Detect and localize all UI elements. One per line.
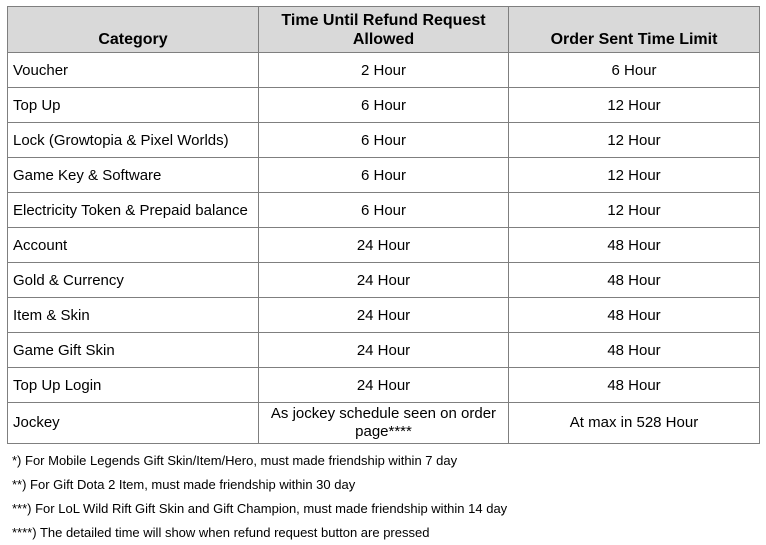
refund-time-table [7, 6, 760, 444]
cell-category: Item & Skin [8, 298, 259, 333]
cell-refund-time: 24 Hour [259, 368, 509, 403]
cell-category: Gold & Currency [8, 263, 259, 298]
cell-refund-time: 6 Hour [259, 193, 509, 228]
cell-category: Voucher [8, 53, 259, 88]
cell-order-limit: 48 Hour [509, 263, 760, 298]
cell-category: Electricity Token & Prepaid balance [8, 193, 259, 228]
cell-order-limit: 12 Hour [509, 158, 760, 193]
table-row [8, 123, 760, 158]
cell-refund-time: As jockey schedule seen on order page**** [259, 403, 509, 444]
cell-order-limit: At max in 528 Hour [509, 403, 760, 444]
cell-refund-time: 24 Hour [259, 333, 509, 368]
footnote-4: ****) The detailed time will show when refund request button are pressed [12, 525, 430, 540]
cell-order-limit: 12 Hour [509, 193, 760, 228]
table-row [8, 333, 760, 368]
cell-order-limit: 48 Hour [509, 333, 760, 368]
cell-refund-time: 24 Hour [259, 263, 509, 298]
header-order-limit: Order Sent Time Limit [509, 7, 760, 53]
cell-order-limit: 12 Hour [509, 88, 760, 123]
cell-category: Account [8, 228, 259, 263]
cell-category: Jockey [8, 403, 259, 444]
table-row [8, 88, 760, 123]
header-refund-time: Time Until Refund Request Allowed [259, 7, 509, 53]
table-row [8, 158, 760, 193]
footnote-3: ***) For LoL Wild Rift Gift Skin and Gift Champion, must made friendship within 14 day [12, 501, 508, 516]
cell-category: Game Key & Software [8, 158, 259, 193]
cell-category: Top Up Login [8, 368, 259, 403]
cell-refund-time: 2 Hour [259, 53, 509, 88]
cell-refund-time: 6 Hour [259, 158, 509, 193]
footnote-2: **) For Gift Dota 2 Item, must made friendship within 30 day [12, 477, 356, 492]
cell-refund-time: 6 Hour [259, 88, 509, 123]
table-row [8, 193, 760, 228]
header-category: Category [8, 7, 259, 53]
cell-order-limit: 48 Hour [509, 228, 760, 263]
table-row [8, 403, 760, 444]
cell-order-limit: 12 Hour [509, 123, 760, 158]
table-row [8, 368, 760, 403]
cell-order-limit: 6 Hour [509, 53, 760, 88]
cell-refund-time: 24 Hour [259, 298, 509, 333]
cell-category: Lock (Growtopia & Pixel Worlds) [8, 123, 259, 158]
cell-refund-time: 6 Hour [259, 123, 509, 158]
table-header-row [8, 7, 760, 53]
footnotes [12, 449, 507, 545]
table-row [8, 53, 760, 88]
cell-order-limit: 48 Hour [509, 298, 760, 333]
cell-category: Top Up [8, 88, 259, 123]
table-row [8, 228, 760, 263]
table-row [8, 263, 760, 298]
cell-refund-time: 24 Hour [259, 228, 509, 263]
table-row [8, 298, 760, 333]
cell-order-limit: 48 Hour [509, 368, 760, 403]
cell-category: Game Gift Skin [8, 333, 259, 368]
footnote-1: *) For Mobile Legends Gift Skin/Item/Hero, must made friendship within 7 day [12, 453, 458, 468]
refund-table-container [7, 6, 760, 444]
